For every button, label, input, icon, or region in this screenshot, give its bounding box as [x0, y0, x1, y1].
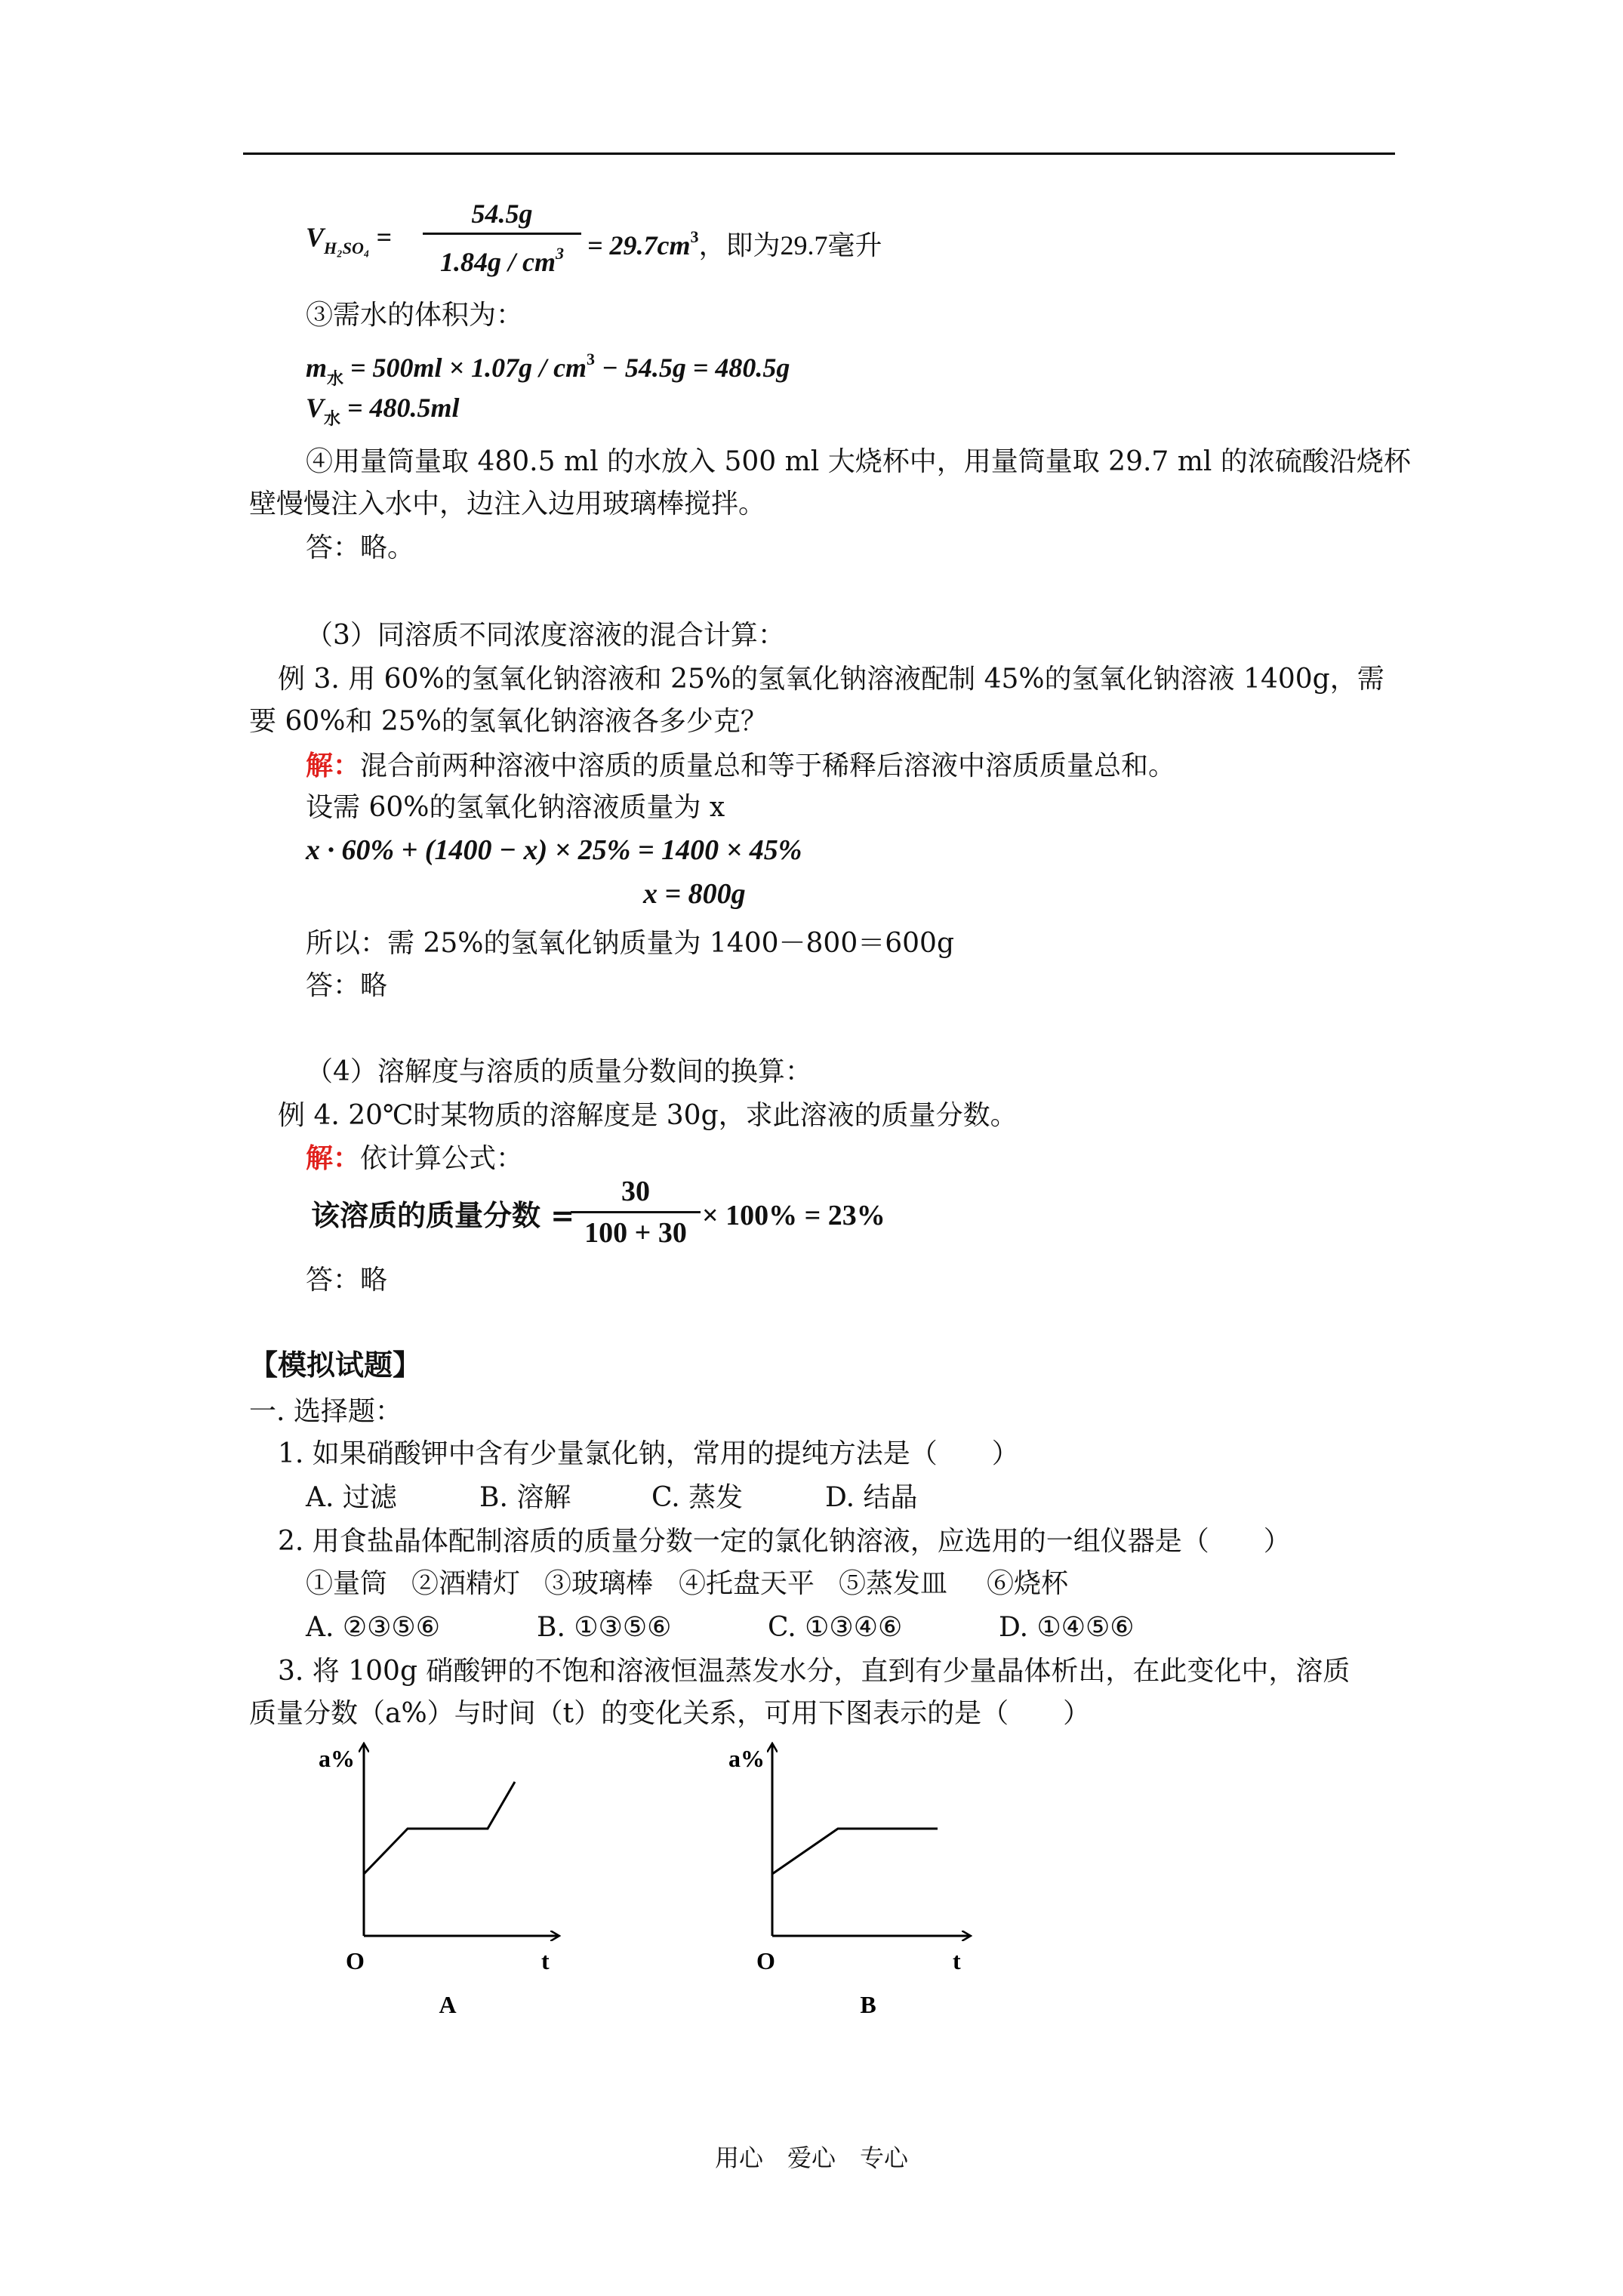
formula4-lhs: 该溶质的质量分数 = — [311, 1198, 575, 1232]
section3-title: （3）同溶质不同浓度溶液的混合计算： — [306, 620, 785, 651]
example3-equation1: x · 60% + (1400 − x) × 25% = 1400 × 45% — [306, 834, 802, 866]
chart-b-caption: B — [860, 1991, 876, 2018]
q2-item: ②酒精灯 — [411, 1568, 521, 1599]
q2-item: ④托盘天平 — [679, 1568, 815, 1599]
question2: 2. 用食盐晶体配制溶质的质量分数一定的氯化钠溶液，应选用的一组仪器是（ ） — [278, 1526, 1291, 1557]
q1-option-b[interactable]: B. 溶解 — [479, 1482, 571, 1513]
question2-items — [306, 1567, 1068, 1601]
q2-item: ③玻璃棒 — [544, 1568, 654, 1599]
solution-label: 解： — [306, 750, 361, 781]
chart-b-origin: O — [756, 1947, 775, 1974]
header-rule — [243, 153, 1395, 155]
q2-item: ⑤蒸发皿 — [839, 1568, 948, 1599]
question1-options — [306, 1481, 917, 1515]
chart-b-xlabel: t — [953, 1947, 961, 1974]
mock-test-title: 【模拟试题】 — [249, 1348, 422, 1382]
question1: 1. 如果硝酸钾中含有少量氯化钠，常用的提纯方法是（ ） — [278, 1438, 1019, 1469]
q1-option-d[interactable]: D. 结晶 — [825, 1482, 918, 1513]
question2-options — [306, 1611, 1135, 1644]
formula2: $m_水 = 500ml \times 1.07g / cm^3 - 54.5g = 480.5g$ — [306, 350, 790, 388]
chart-a — [310, 1734, 566, 2036]
answer1: 答：略。 — [306, 532, 415, 563]
q2-option-c[interactable]: C. ①③④⑥ — [768, 1612, 903, 1643]
chart-b-ylabel: a% — [728, 1745, 765, 1772]
step3-title: ③需水的体积为： — [306, 300, 524, 331]
chart-a-curve — [364, 1782, 515, 1874]
formula1-fraction: 54.5g $1.84g / cm^3$ — [423, 198, 581, 278]
q2-item: ⑥烧杯 — [987, 1568, 1069, 1599]
example3-conclusion: 所以：需 25%的氢氧化钠质量为 1400－800＝600g — [306, 928, 954, 959]
example3-line1: 例 3. 用 60%的氢氧化钠溶液和 25%的氢氧化钠溶液配制 45%的氢氧化钠溶液 1400g，需 — [278, 664, 1384, 695]
question3-line2: 质量分数（a%）与时间（t）的变化关系，可用下图表示的是（ ） — [249, 1698, 1091, 1729]
answer3: 答：略 — [306, 1265, 388, 1296]
example3-solution: 解：混合前两种溶液中溶质的质量总和等于稀释后溶液中溶质质量总和。 — [306, 750, 1176, 781]
chart-a-xlabel: t — [541, 1947, 550, 1974]
chart-a-ylabel: a% — [319, 1745, 355, 1772]
section4-title: （4）溶解度与溶质的质量分数间的换算： — [306, 1056, 812, 1087]
solution-label: 解： — [306, 1142, 361, 1174]
step4-line1: ④用量筒量取 480.5 ml 的水放入 500 ml 大烧杯中，用量筒量取 29.7 ml 的浓硫酸沿烧杯 — [306, 446, 1411, 477]
example3-line2: 要 60%和 25%的氢氧化钠溶液各多少克？ — [249, 706, 768, 737]
answer2: 答：略 — [306, 970, 388, 1001]
chart-b-curve — [772, 1829, 938, 1874]
example4-solution: 解：依计算公式： — [306, 1142, 524, 1174]
example3-set: 设需 60%的氢氧化钠溶液质量为 x — [306, 792, 725, 823]
q2-option-b[interactable]: B. ①③⑤⑥ — [537, 1612, 672, 1643]
part1-title: 一. 选择题： — [249, 1396, 402, 1427]
page-footer: 用心 爱心 专心 — [714, 2143, 908, 2172]
q1-option-a[interactable]: A. 过滤 — [306, 1482, 397, 1513]
formula3: $V_水 = 480.5ml$ — [306, 393, 460, 428]
step4-line2: 壁慢慢注入水中，边注入边用玻璃棒搅拌。 — [249, 488, 766, 519]
chart-a-origin: O — [346, 1947, 365, 1974]
formula1-rhs: = $29.7cm^3$，即为29.7毫升 — [587, 227, 882, 260]
formula1-lhs: $V_{H_2SO_4}$ = — [306, 222, 393, 257]
q1-option-c[interactable]: C. 蒸发 — [651, 1482, 744, 1513]
chart-a-caption: A — [439, 1991, 457, 2018]
chart-b — [721, 1734, 978, 2036]
question3-line1: 3. 将 100g 硝酸钾的不饱和溶液恒温蒸发水分，直到有少量晶体析出，在此变化中，溶质 — [278, 1656, 1350, 1687]
formula4-fraction: 30 100 + 30 — [571, 1175, 701, 1250]
q2-option-d[interactable]: D. ①④⑤⑥ — [999, 1612, 1135, 1643]
example4-line: 例 4. 20℃时某物质的溶解度是 30g，求此溶液的质量分数。 — [278, 1100, 1018, 1131]
q2-option-a[interactable]: A. ②③⑤⑥ — [306, 1612, 440, 1643]
example3-equation2: x = 800g — [643, 878, 746, 910]
q2-item: ①量筒 — [306, 1568, 388, 1599]
formula4-rhs: × 100% = 23% — [702, 1200, 885, 1231]
